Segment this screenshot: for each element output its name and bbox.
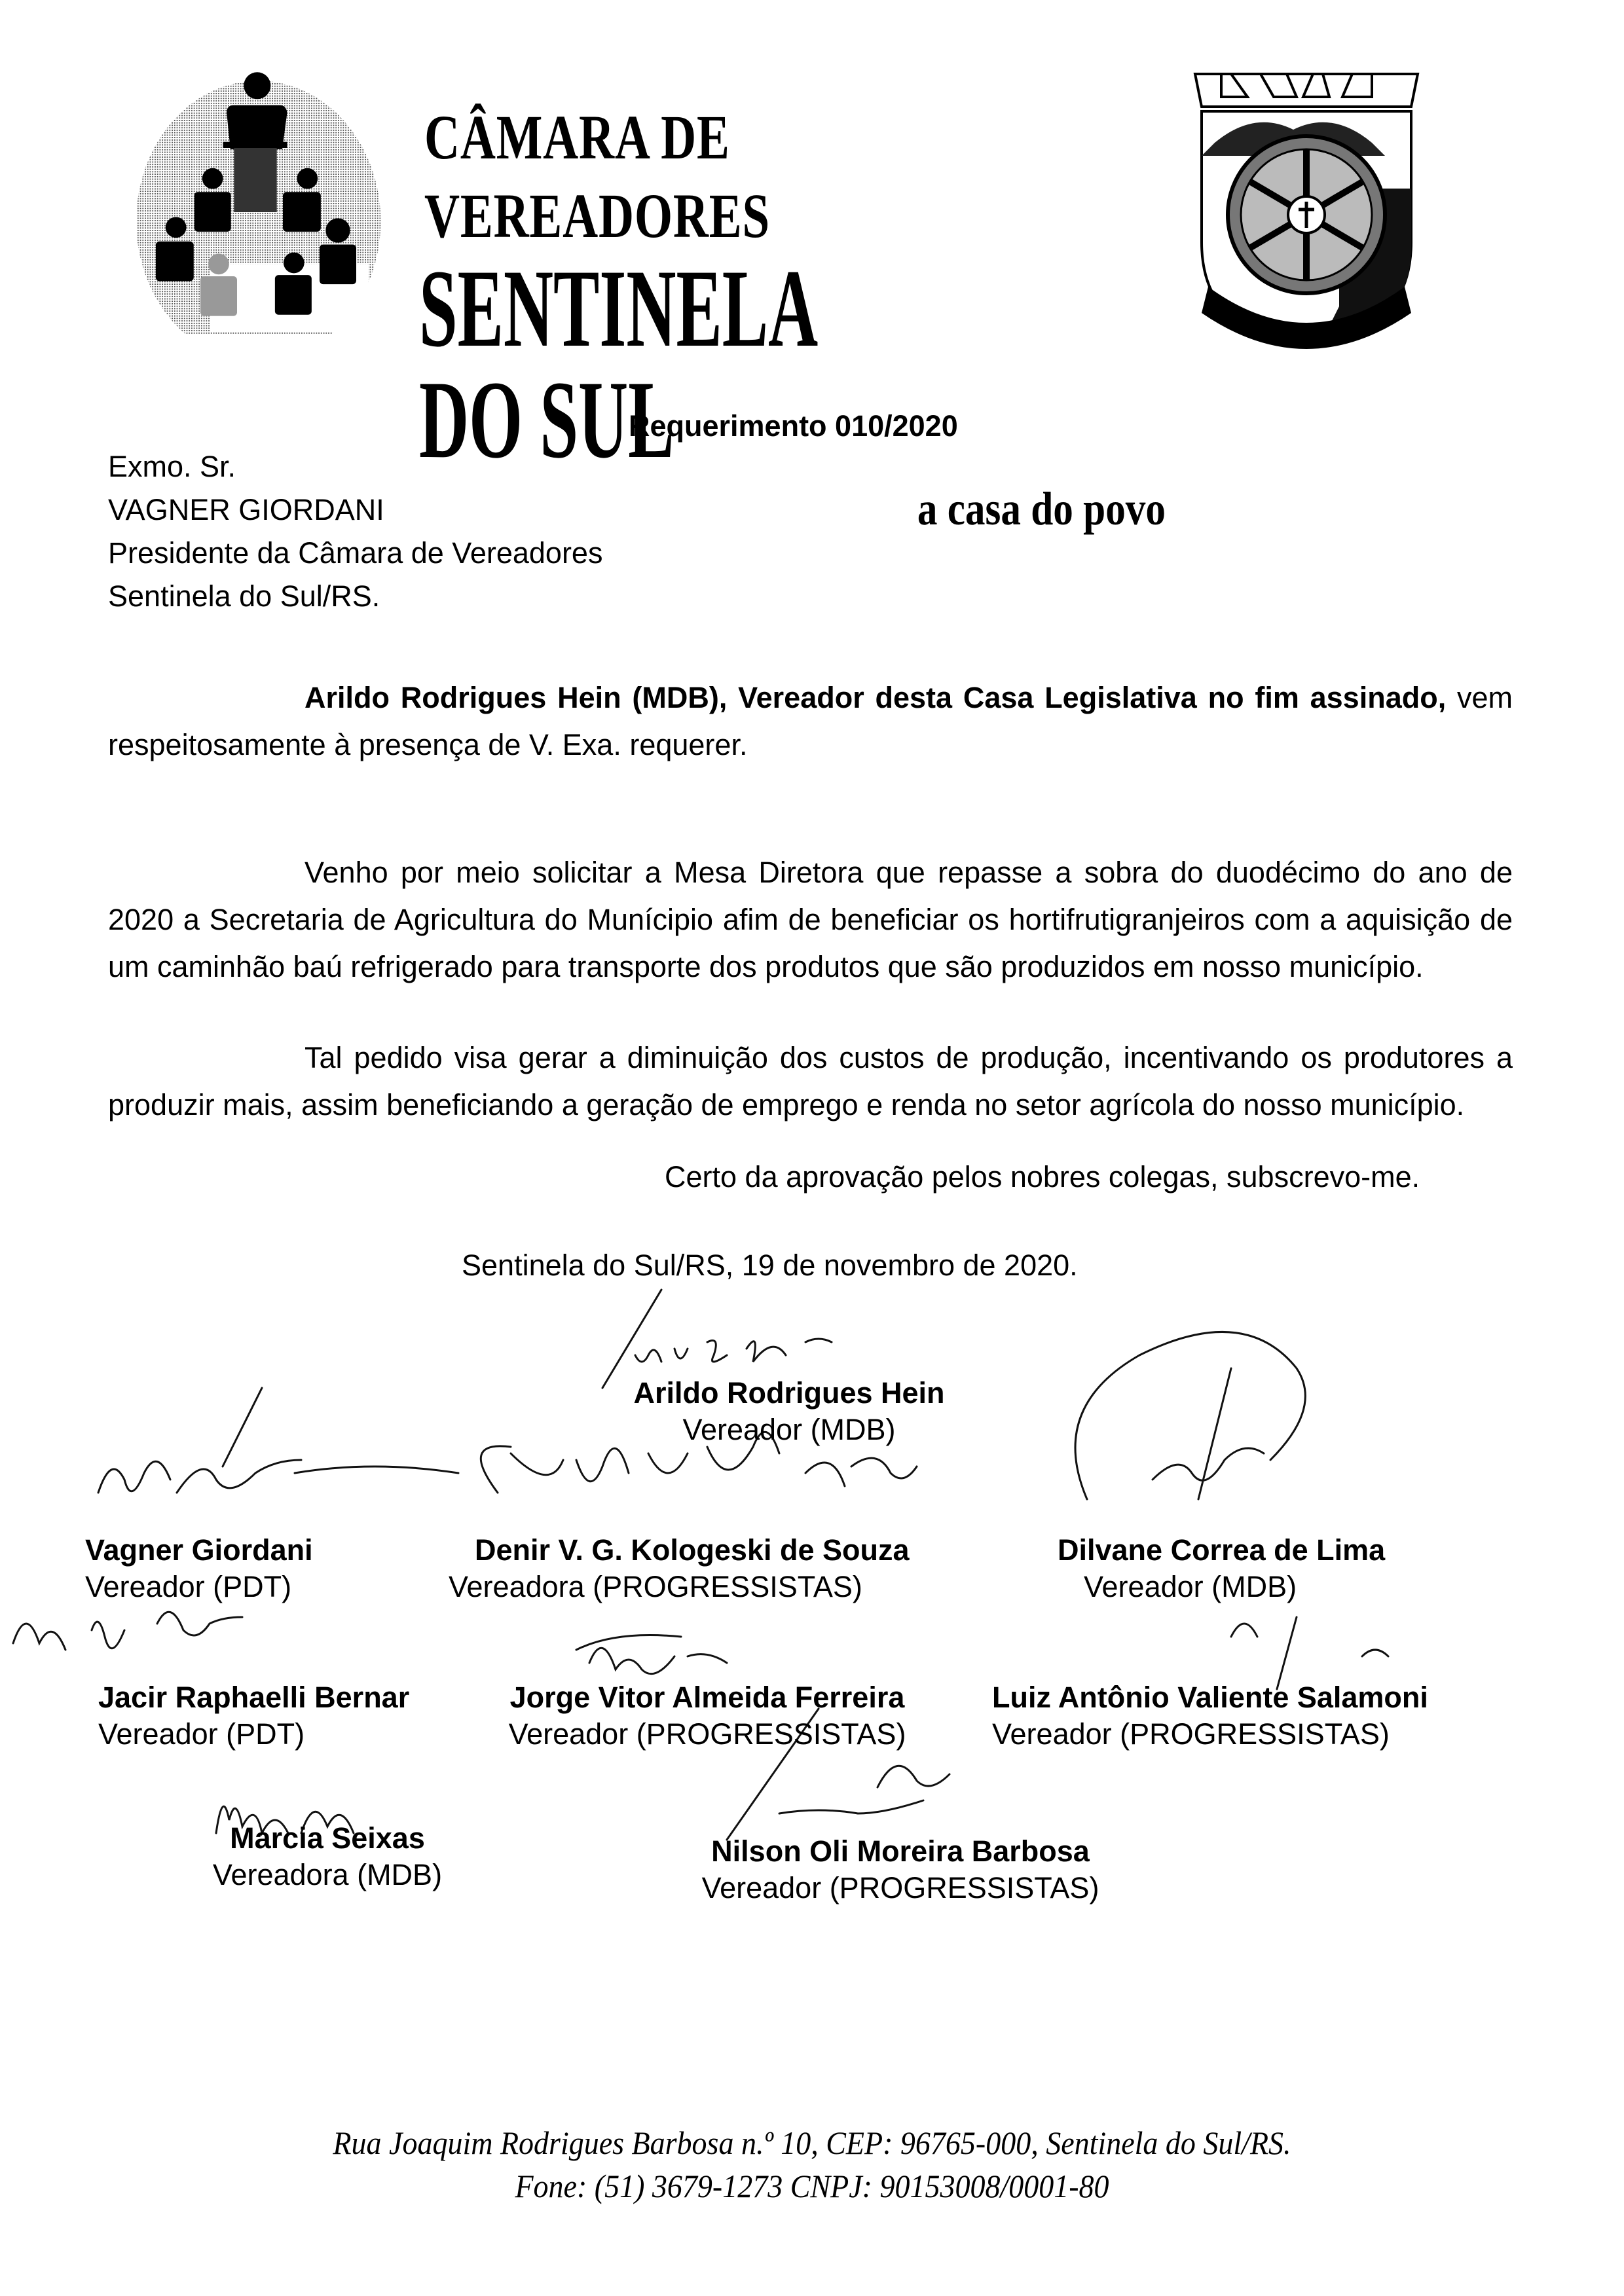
podium — [234, 148, 276, 212]
signatory-name: Marcia Seixas — [230, 1821, 425, 1855]
signatory-name: Vagner Giordani — [85, 1533, 313, 1567]
intro-text: vem respeitosamente à presença de V. Exa. requerer. — [108, 681, 1513, 761]
signature-block — [665, 1833, 1136, 1906]
addressee-title: Presidente da Câmara de Vereadores — [108, 536, 603, 570]
people-assembly-logo — [118, 72, 393, 334]
intro-paragraph — [108, 674, 1513, 769]
signature-block — [1058, 1532, 1464, 1605]
intro-author: Arildo Rodrigues Hein (MDB), Vereador desta Casa Legislativa no fim assinado, — [304, 681, 1447, 714]
signature-vagner — [98, 1388, 458, 1493]
signatory-name: Arildo Rodrigues Hein — [633, 1376, 945, 1410]
footer-contact — [0, 2121, 1624, 2208]
addressee-salutation: Exmo. Sr. — [108, 450, 236, 483]
signature-block — [471, 1679, 943, 1753]
signature-block — [449, 1532, 1005, 1605]
signatory-role: Vereadora (MDB) — [212, 1858, 443, 1891]
header-chamber-name: CÂMARA DE VEREADORES — [424, 102, 770, 251]
signature-block — [576, 1375, 1002, 1448]
header-city-name: SENTINELA DO SUL — [419, 247, 815, 481]
signatory-name: Luiz Antônio Valiente Salamoni — [992, 1681, 1428, 1714]
signatory-role: Vereador (MDB) — [682, 1413, 896, 1446]
signatory-role: Vereador (PDT) — [85, 1570, 292, 1603]
signatory-name: Jacir Raphaelli Bernar — [98, 1681, 410, 1714]
signature-luiz — [1231, 1617, 1388, 1689]
signatory-role: Vereador (PDT) — [98, 1717, 305, 1751]
header-slogan: a casa do povo — [917, 483, 1166, 535]
addressee-location: Sentinela do Sul/RS. — [108, 579, 380, 613]
signature-block — [98, 1679, 465, 1753]
signature-arildo — [602, 1290, 832, 1388]
signature-block — [190, 1820, 465, 1893]
signatory-name: Dilvane Correa de Lima — [1058, 1533, 1386, 1567]
signatory-name: Nilson Oli Moreira Barbosa — [711, 1834, 1090, 1868]
addressee-block — [108, 445, 602, 618]
footer-address: Rua Joaquim Rodrigues Barbosa n.º 10, CEP: 96765-000, Sentinela do Sul/RS. — [333, 2124, 1291, 2161]
closing-line: Certo da aprovação pelos nobres colegas, subscrevo-me. — [665, 1160, 1420, 1194]
signature-dilvane — [1075, 1332, 1305, 1499]
addressee-name: VAGNER GIORDANI — [108, 493, 384, 526]
signature-block — [992, 1679, 1490, 1753]
justification-paragraph: Tal pedido visa gerar a diminuição dos custos de produção, incentivando os produtores a produzir mais, assim beneficiando a geração de emprego e renda no setor agrícola do nosso município. — [108, 1041, 1513, 1121]
date-line: Sentinela do Sul/RS, 19 de novembro de 2020. — [462, 1248, 1078, 1282]
signatory-role: Vereador (PROGRESSISTAS) — [701, 1871, 1099, 1904]
signatory-role: Vereador (PROGRESSISTAS) — [992, 1717, 1390, 1751]
signatory-role: Vereador (MDB) — [1084, 1570, 1297, 1603]
crown-battlement — [1195, 74, 1418, 107]
signature-jacir — [13, 1612, 242, 1650]
signature-jorge — [576, 1635, 727, 1674]
signatory-name: Denir V. G. Kologeski de Souza — [475, 1533, 910, 1567]
signatory-name: Jorge Vitor Almeida Ferreira — [509, 1681, 905, 1714]
document-title: Requerimento 010/2020 — [629, 409, 958, 443]
signature-block — [85, 1532, 347, 1605]
signatory-role: Vereador (PROGRESSISTAS) — [508, 1717, 906, 1751]
footer-phone-cnpj: Fone: (51) 3679-1273 CNPJ: 90153008/0001-80 — [515, 2168, 1109, 2204]
request-paragraph: Venho por meio solicitar a Mesa Diretora que repasse a sobra do duodécimo do ano de 2020 a Secretaria de Agricultura do Munícipio afim de beneficiar os hortifrutigranjeiros com a aquisição de um caminhão baú refrigerado para transporte dos produtos que são produzidos em nosso município. — [108, 856, 1513, 983]
coat-of-arms-icon — [1189, 71, 1424, 359]
signatory-role: Vereadora (PROGRESSISTAS) — [449, 1570, 862, 1603]
